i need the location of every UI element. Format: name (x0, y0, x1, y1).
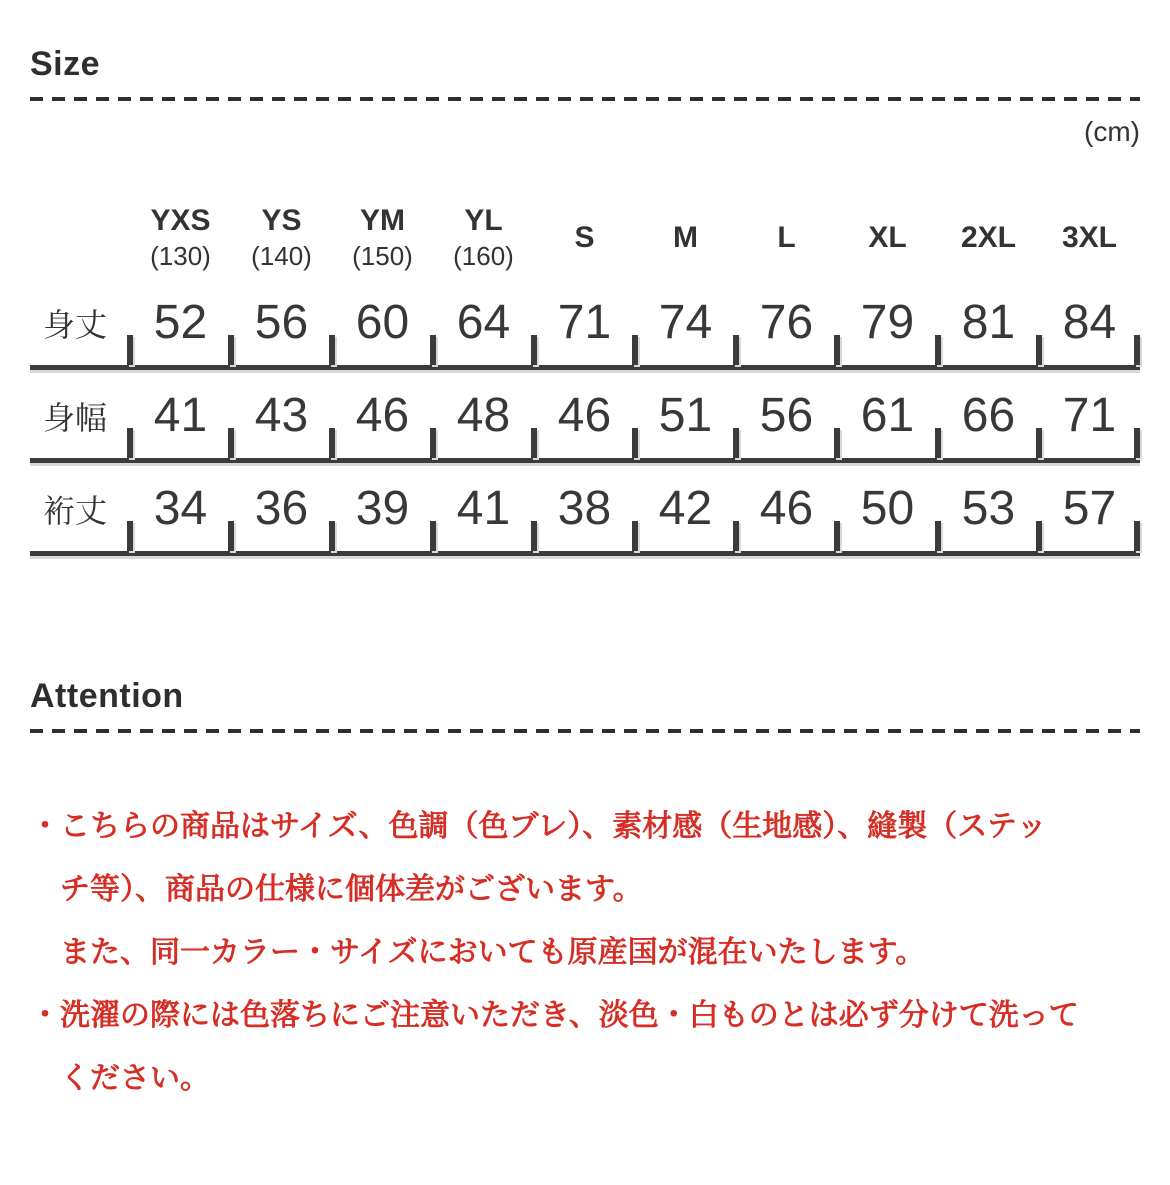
attention-note (30, 984, 1140, 1110)
note-line: また、同一カラー・サイズにおいても原産国が混在いたします。 (60, 935, 926, 969)
measure-cell: 42 (635, 485, 736, 551)
measure-cell: 38 (534, 485, 635, 551)
column-label: YXS (150, 204, 211, 238)
header-corner-cell (30, 199, 130, 277)
measure-cell: 71 (534, 299, 635, 365)
column-label: XL (868, 220, 907, 254)
column-label: M (673, 220, 698, 254)
measure-cell: 66 (938, 392, 1039, 458)
size-section-divider (30, 97, 1140, 101)
note-bullet: ・ (30, 809, 60, 843)
measure-row-body-length (30, 277, 1140, 370)
row-label: 身丈 (43, 306, 108, 343)
column-header-m (635, 199, 736, 277)
column-label: L (777, 220, 796, 254)
measure-cell: 56 (736, 392, 837, 458)
column-header-xl (837, 199, 938, 277)
measure-cell: 60 (332, 299, 433, 365)
note-bullet: ・ (30, 998, 60, 1032)
measure-cell: 41 (130, 392, 231, 458)
measure-row-sleeve-length (30, 463, 1140, 556)
measure-cell: 84 (1039, 299, 1140, 365)
attention-notes (30, 795, 1140, 1110)
measure-cell: 46 (332, 392, 433, 458)
attention-section (30, 676, 1140, 1110)
measure-cell: 51 (635, 392, 736, 458)
column-sub-label: (150) (352, 240, 413, 271)
note-line: ください。 (60, 1061, 210, 1095)
column-label: 3XL (1061, 220, 1118, 254)
column-header-s (534, 199, 635, 277)
size-table-header-row (30, 199, 1140, 277)
measure-cell: 39 (332, 485, 433, 551)
row-label: 裄丈 (43, 492, 108, 529)
measure-cell: 61 (837, 392, 938, 458)
measure-cell: 48 (433, 392, 534, 458)
column-label: YS (261, 204, 302, 238)
measure-cell: 46 (534, 392, 635, 458)
column-sub-label: (160) (453, 240, 514, 271)
column-label: 2XL (960, 220, 1017, 254)
attention-note (30, 795, 1140, 984)
column-header-yxs (130, 199, 231, 277)
column-label: S (574, 220, 595, 254)
column-sub-label: (130) (150, 240, 211, 271)
row-label: 身幅 (43, 399, 108, 436)
size-section-title: Size (30, 45, 101, 83)
measure-cell: 57 (1039, 485, 1140, 551)
column-header-ys (231, 199, 332, 277)
attention-section-divider (30, 729, 1140, 733)
note-line: チ等）、商品の仕様に個体差がございます。 (60, 872, 643, 906)
column-header-2xl (938, 199, 1039, 277)
column-label: YL (464, 204, 503, 238)
column-header-yl (433, 199, 534, 277)
measure-cell: 74 (635, 299, 736, 365)
measure-cell: 50 (837, 485, 938, 551)
column-label: YM (360, 204, 405, 238)
unit-label: (cm) (1084, 115, 1140, 147)
note-line: こちらの商品はサイズ、色調（色ブレ）、素材感（生地感）、縫製（ステッ (60, 809, 1047, 843)
measure-cell: 43 (231, 392, 332, 458)
measure-cell: 36 (231, 485, 332, 551)
measure-cell: 76 (736, 299, 837, 365)
column-header-3xl (1039, 199, 1140, 277)
size-section (30, 44, 1140, 556)
measure-cell: 79 (837, 299, 938, 365)
attention-section-title: Attention (30, 676, 184, 715)
measure-cell: 46 (736, 485, 837, 551)
measure-cell: 34 (130, 485, 231, 551)
measure-cell: 52 (130, 299, 231, 365)
note-line: 洗濯の際には色落ちにご注意いただき、淡色・白ものとは必ず分けて洗って (60, 998, 1079, 1032)
measure-row-body-width (30, 370, 1140, 463)
note-text (60, 795, 1140, 984)
measure-cell: 64 (433, 299, 534, 365)
measure-cell: 81 (938, 299, 1039, 365)
column-sub-label: (140) (251, 240, 312, 271)
note-text (60, 984, 1140, 1110)
measure-cell: 56 (231, 299, 332, 365)
measure-cell: 53 (938, 485, 1039, 551)
column-header-l (736, 199, 837, 277)
measure-cell: 71 (1039, 392, 1140, 458)
column-header-ym (332, 199, 433, 277)
measure-cell: 41 (433, 485, 534, 551)
